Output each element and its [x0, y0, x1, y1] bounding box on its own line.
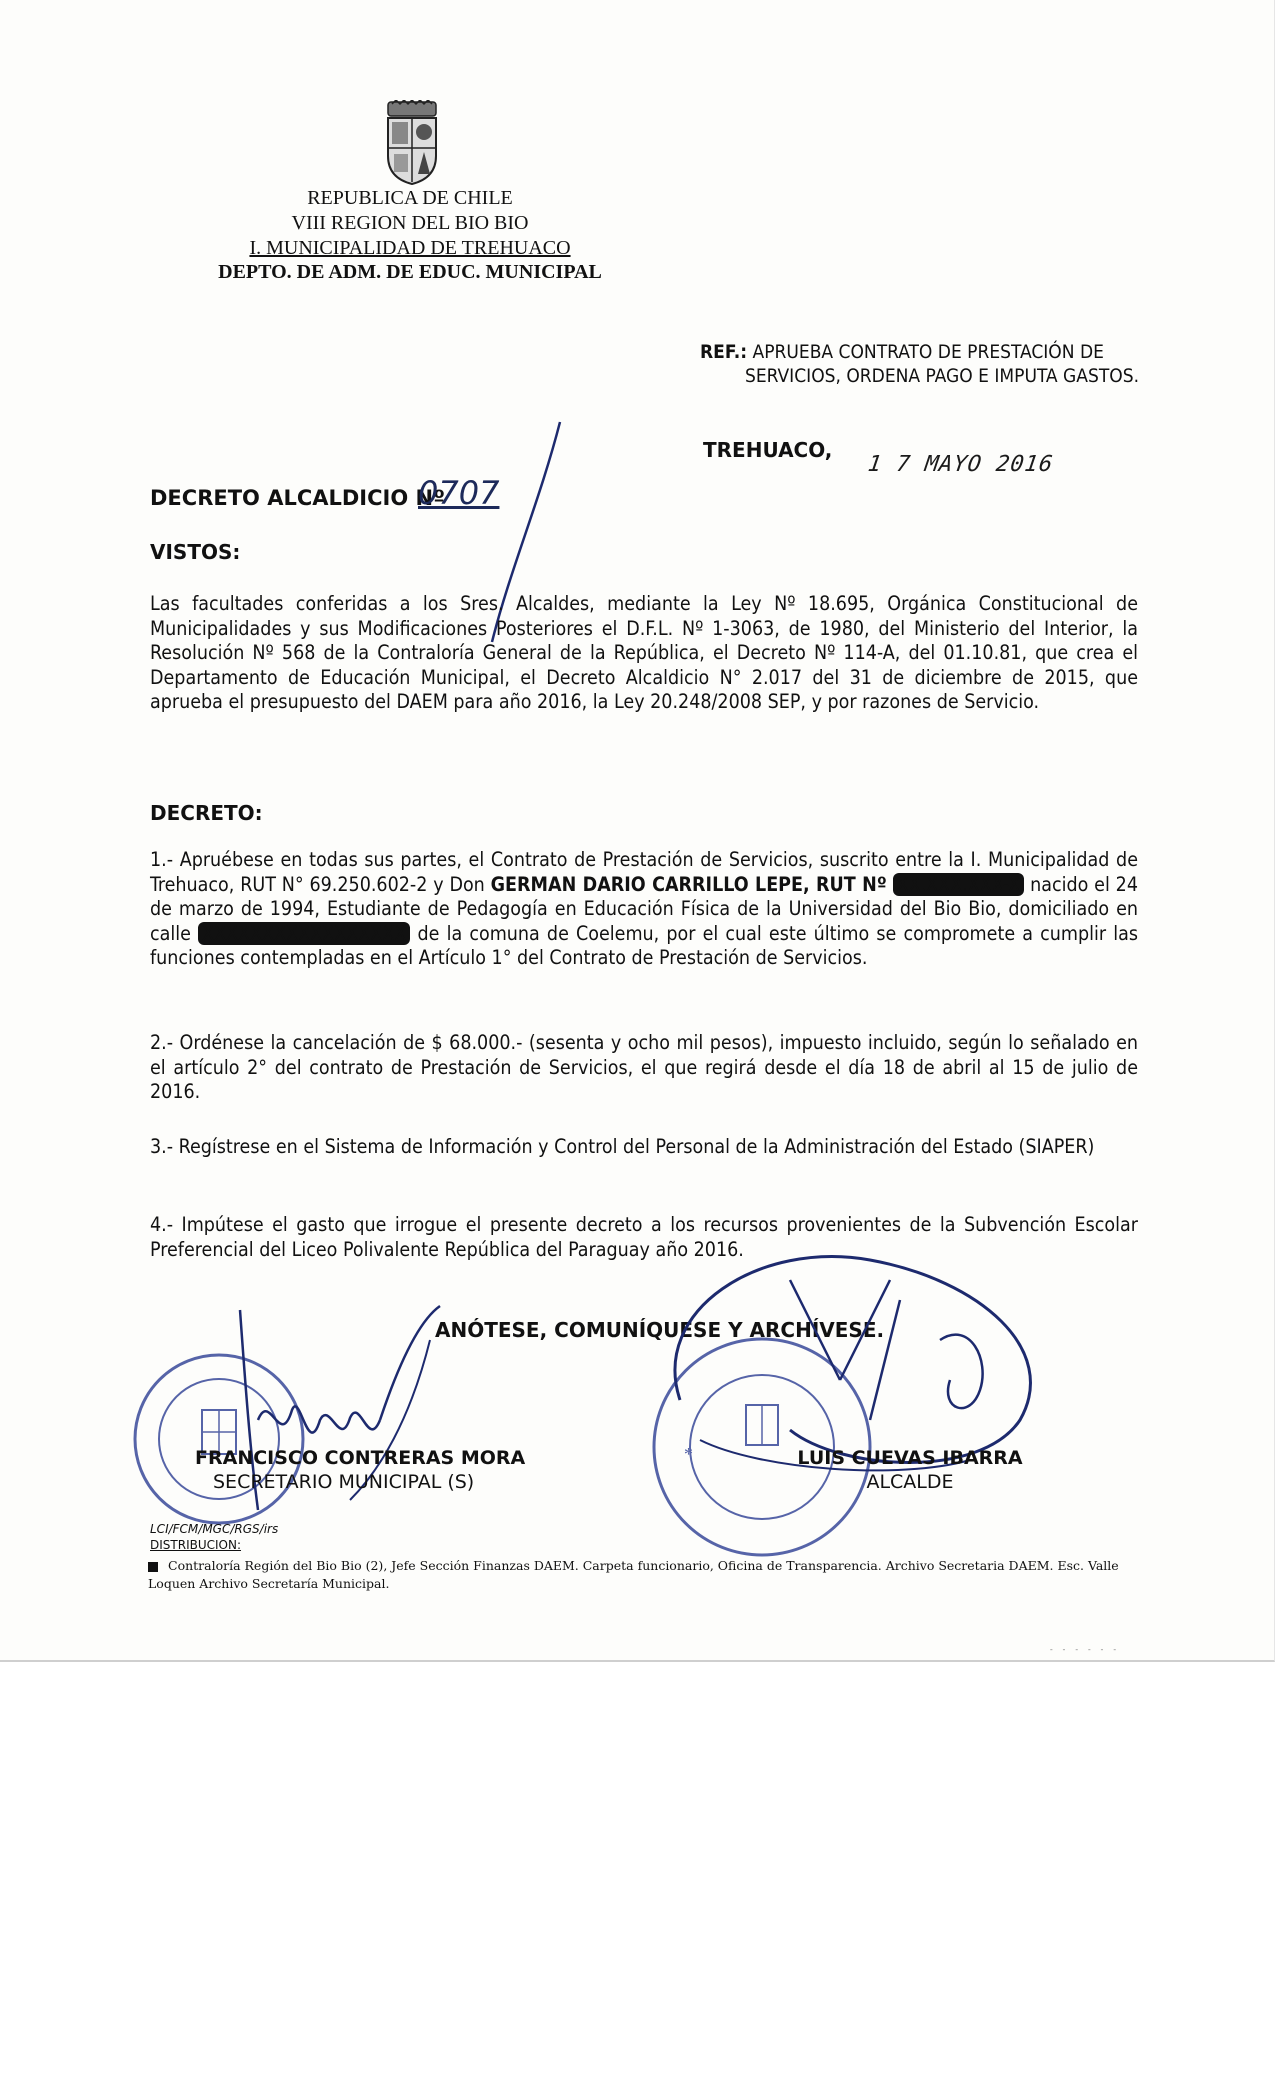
header-department: DEPTO. DE ADM. DE EDUC. MUNICIPAL: [218, 261, 602, 283]
initials-line: LCI/FCM/MGC/RGS/irs: [150, 1522, 279, 1536]
date-stamp: 1 7 MAYO 2016: [866, 452, 1055, 477]
mayor-role: ALCALDE: [866, 1471, 954, 1493]
decreto-item-1-part-c: de la comuna de Coelemu, por el cual este último se compromete a cumplir las funciones contempladas en el Artículo 1° del Contrato de Prestación de Servicios.: [150, 921, 1138, 969]
decree-number-label: DECRETO ALCALDICIO Nº: [150, 486, 445, 510]
secretary-name: FRANCISCO CONTRERAS MORA: [195, 1447, 526, 1469]
decreto-item-1: [150, 848, 1138, 971]
decreto-item-3: 3.- Regístrese en el Sistema de Información y Control del Personal de la Administración del Estado (SIAPER): [150, 1135, 1095, 1158]
reference-text-rest: SERVICIOS, ORDENA PAGO E IMPUTA GASTOS.: [745, 365, 1139, 387]
decreto-item-1-part-a: 1.- Apruébese en todas sus partes, el Contrato de Prestación de Servicios, suscrito entre la I. Municipalidad de Trehuaco, RUT N° 69.250.602-2 y Don: [150, 848, 1138, 896]
vistos-heading: VISTOS:: [150, 540, 241, 564]
header-municipality: I. MUNICIPALIDAD DE TREHUACO: [249, 237, 571, 259]
distribution-text: Contraloría Región del Bio Bio (2), Jefe Sección Finanzas DAEM. Carpeta funcionario, Oficina de Transparencia. Archivo Secretaria DAEM. Esc. Valle Loquen Archivo Secretaría Municipal.: [148, 1558, 1119, 1591]
secretary-role: SECRETARIO MUNICIPAL (S): [213, 1471, 475, 1493]
reference-label: REF.:: [700, 341, 748, 363]
header-region: VIII REGION DEL BIO BIO: [291, 212, 529, 234]
closing-formula: ANÓTESE, COMUNÍQUESE Y ARCHÍVESE.: [435, 1318, 885, 1342]
mayor-name: LUIS CUEVAS IBARRA: [797, 1447, 1023, 1469]
contractor-name: GERMAN DARIO CARRILLO LEPE, RUT Nº: [490, 872, 887, 896]
decree-number-handwritten: 0707: [418, 474, 500, 512]
vistos-paragraph: Las facultades conferidas a los Sres. Alcaldes, mediante la Ley Nº 18.695, Orgánica Constitucional de Municipalidades y sus Modificaciones Posteriores el D.F.L. Nº 1-3063, de 1980, del Ministerio del Interior, la Resolución Nº 568 de la Contraloría General de la República, el Decreto Nº 114-A, del 01.10.81, que crea el Departamento de Educación Municipal, el Decreto Alcaldicio N° 2.017 del 31 de diciembre de 2015, que aprueba el presupuesto del DAEM para año 2016, la Ley 20.248/2008 SEP, y por razones de Servicio.: [150, 592, 1138, 713]
place-label: TREHUACO,: [703, 438, 833, 462]
svg-text:*: *: [684, 1444, 693, 1464]
decreto-item-4: 4.- Impútese el gasto que irrogue el presente decreto a los recursos provenientes de la Subvención Escolar Preferencial del Liceo Polivalente República del Paraguay año 2016.: [150, 1213, 1138, 1261]
secretary-signature-block: [195, 1446, 535, 1494]
reference-block: [700, 340, 1140, 388]
reference-text-line1: APRUEBA CONTRATO DE PRESTACIÓN DE: [747, 341, 1104, 363]
scan-edge-mark: - - - - - -: [1050, 1645, 1120, 1654]
municipal-crest-icon: [382, 100, 442, 186]
decreto-item-1-part-b: nacido el 24 de marzo de 1994, Estudiante de Pedagogía en Educación Física de la Universidad del Bio Bio, domiciliado en calle: [150, 872, 1139, 945]
header-republic: REPUBLICA DE CHILE: [307, 187, 513, 209]
decreto-item-2: 2.- Ordénese la cancelación de $ 68.000.- (sesenta y ocho mil pesos), impuesto incluido, según lo señalado en el artículo 2° del contrato de Prestación de Servicios, el que regirá desde el día 18 de abril al 15 de julio de 2016.: [150, 1031, 1138, 1103]
secretary-signature: [200, 1300, 500, 1530]
decreto-heading: DECRETO:: [150, 801, 263, 825]
distribution-label: DISTRIBUCION:: [150, 1538, 242, 1552]
redacted-address: XXXXXXXXXXXXXXXXX: [198, 922, 410, 945]
distribution-list: [148, 1557, 1138, 1593]
redacted-rut: XX.XXX.XXX-X: [893, 873, 1025, 896]
square-bullet-icon: [148, 1562, 158, 1572]
mayor-signature-block: [790, 1446, 1030, 1494]
